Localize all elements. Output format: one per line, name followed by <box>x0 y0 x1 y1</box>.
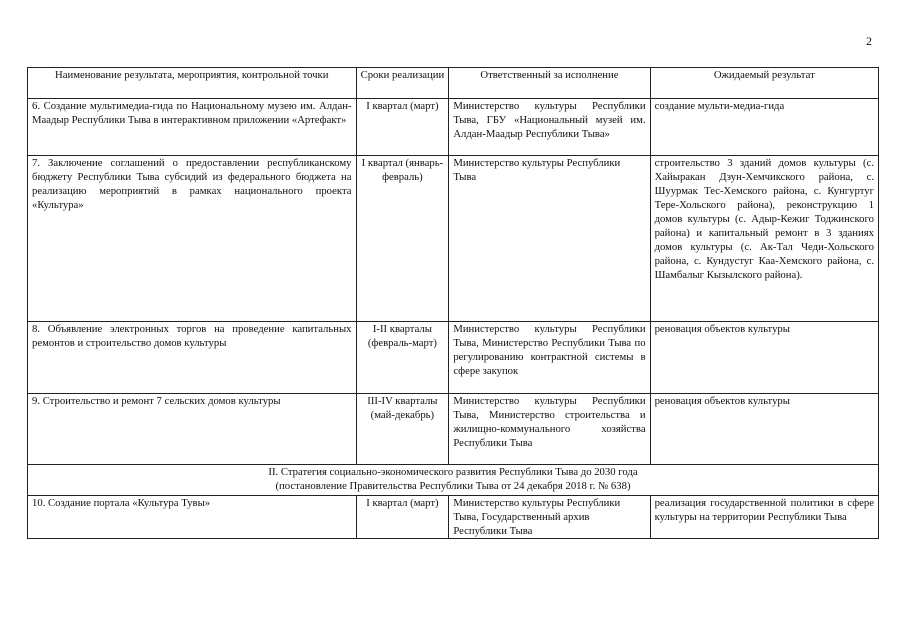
plan-table <box>27 67 879 539</box>
row-result: создание мульти-медиа-гида <box>650 99 878 156</box>
row-result: строительство 3 зданий домов культуры (с. Хайыракан Дзун-Хемчикского района, с. Шуурмак Тес-Хемского района, с. Кунгуртуг Тере-Хольского района), реконструкцию 1 домов культуры (с. Адыр-Кежиг Тоджинского района) и капитальный ремонт в 3 зданиях домов культуры (с. Ак-Тал Чеди-Хольского района, с. Кундустуг Каа-Хемского района, с. Шамбалыг Кызылского района). <box>650 156 878 322</box>
row-name: 10. Создание портала «Культура Тувы» <box>28 496 357 539</box>
section-row <box>28 465 879 496</box>
row-responsible: Министерство культуры Республики Тыва, Государственный архив Республики Тыва <box>449 496 650 539</box>
table-row <box>28 394 879 465</box>
row-period: I квартал (март) <box>356 496 449 539</box>
row-name: 6. Создание мультимедиа-гида по Национальному музею им. Алдан-Маадыр Республики Тыва в интерактивном приложении «Артефакт» <box>28 99 357 156</box>
header-name: Наименование результата, мероприятия, контрольной точки <box>28 68 357 99</box>
row-result: реновация объектов культуры <box>650 322 878 394</box>
row-period: I квартал (март) <box>356 99 449 156</box>
table-header-row <box>28 68 879 99</box>
section-subtitle: (постановление Правительства Республики Тыва от 24 декабря 2018 г. № 638) <box>275 480 631 492</box>
table-row <box>28 322 879 394</box>
row-responsible: Министерство культуры Республики Тыва, ГБУ «Национальный музей им. Алдан-Маадыр Республики Тыва» <box>449 99 650 156</box>
page-number: 2 <box>866 34 872 48</box>
table-row <box>28 156 879 322</box>
row-responsible: Министерство культуры Республики Тыва, Министерство строительства и жилищно-коммунального хозяйства Республики Тыва <box>449 394 650 465</box>
row-name: 7. Заключение соглашений о предоставлении республиканскому бюджету Республики Тыва субсидий из федерального бюджета на реализацию мероприятий в рамках национального проекта «Культура» <box>28 156 357 322</box>
section-heading <box>28 465 879 496</box>
row-responsible: Министерство культуры Республики Тыва <box>449 156 650 322</box>
header-result: Ожидаемый результат <box>650 68 878 99</box>
row-period: I-II кварталы (февраль-март) <box>356 322 449 394</box>
header-responsible: Ответственный за исполнение <box>449 68 650 99</box>
row-period: I квартал (январь-февраль) <box>356 156 449 322</box>
row-result: реализация государственной политики в сфере культуры на территории Республики Тыва <box>650 496 878 539</box>
row-period: III-IV кварталы (май-декабрь) <box>356 394 449 465</box>
table-row <box>28 496 879 539</box>
row-name: 9. Строительство и ремонт 7 сельских домов культуры <box>28 394 357 465</box>
row-responsible: Министерство культуры Республики Тыва, Министерство Республики Тыва по регулированию контрактной системы в сфере закупок <box>449 322 650 394</box>
table-row <box>28 99 879 156</box>
row-name: 8. Объявление электронных торгов на проведение капитальных ремонтов и строительство домов культуры <box>28 322 357 394</box>
section-title: II. Стратегия социально-экономического развития Республики Тыва до 2030 года <box>268 466 638 478</box>
row-result: реновация объектов культуры <box>650 394 878 465</box>
header-period: Сроки реализации <box>356 68 449 99</box>
